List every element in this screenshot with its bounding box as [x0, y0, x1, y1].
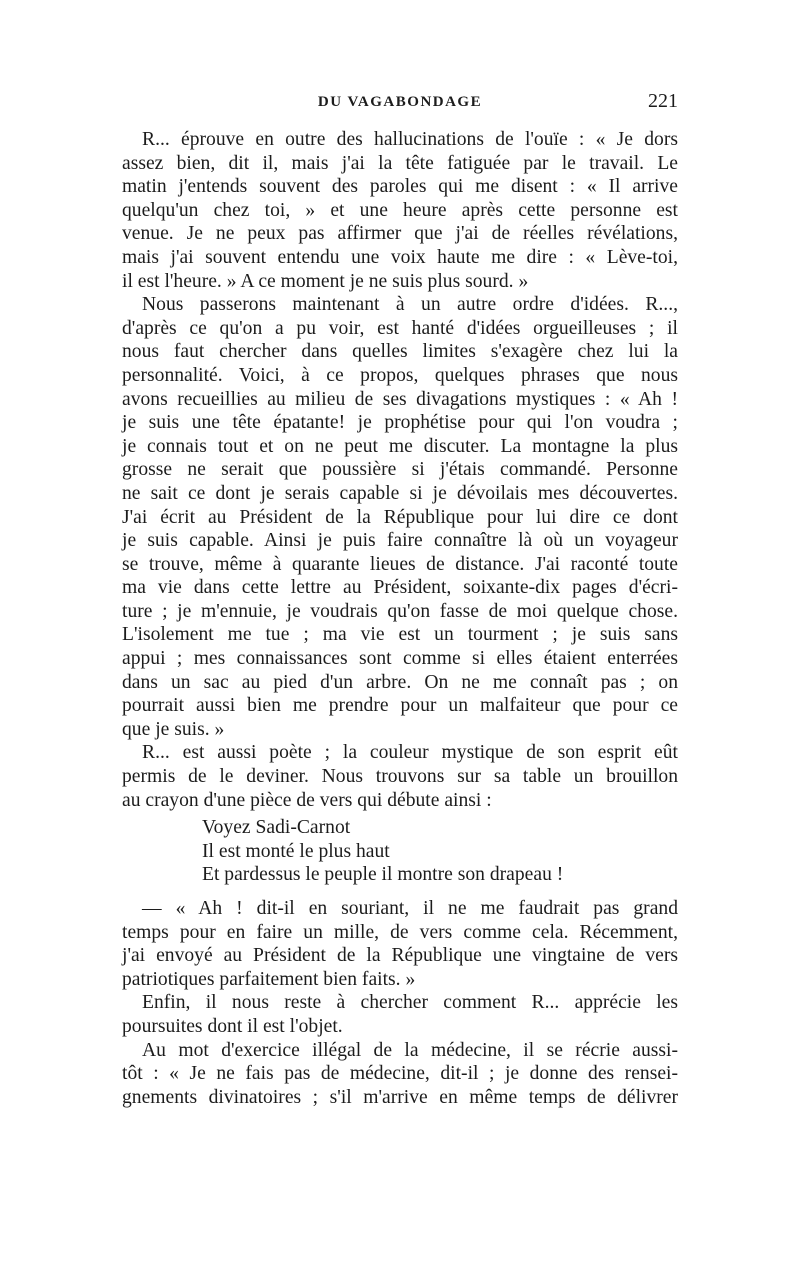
verse-line: Voyez Sadi-Carnot	[202, 817, 351, 839]
text-line: se trouve, même à quarante lieues de distance. J'ai raconté toute	[122, 553, 678, 575]
text-line: R... éprouve en outre des hallucinations de l'ouïe : « Je dors	[142, 129, 678, 150]
text-line: poursuites dont il est l'objet.	[122, 1015, 343, 1037]
text-line: ne sait ce dont je serais capable si je dévoilais mes découvertes.	[122, 482, 678, 504]
text-line: gnements divinatoires ; s'il m'arrive en même temps de délivrer	[122, 1086, 678, 1108]
text-line: je suis une tête épatante! je prophétise pour qui l'on voudra ;	[122, 412, 678, 434]
running-title: DU VAGABONDAGE	[317, 94, 483, 110]
text-line: je suis capable. Ainsi je puis faire connaître là où un voyageur	[122, 530, 678, 552]
page-number: 221	[648, 90, 678, 112]
text-line: dans un sac au pied d'un arbre. On ne me connaît pas ; on	[122, 671, 678, 693]
text-line: pourrait aussi bien me prendre pour un malfaiteur que pour ce	[122, 695, 678, 717]
text-line: personnalité. Voici, à ce propos, quelques phrases que nous	[122, 364, 678, 386]
verse-block	[122, 816, 678, 887]
text-line: patriotiques parfaitement bien faits. »	[122, 968, 416, 990]
text-line: nous faut chercher dans quelles limites s'exagère chez lui la	[122, 341, 678, 363]
text-line: il est l'heure. » A ce moment je ne suis plus sourd. »	[122, 270, 529, 292]
text-line: d'après ce qu'on a pu voir, est hanté d'idées orgueilleuses ; il	[122, 317, 678, 339]
text-line: J'ai écrit au Président de la République pour lui dire ce dont	[122, 506, 678, 528]
page-body	[122, 128, 678, 1109]
verse-line: Il est monté le plus haut	[202, 840, 390, 862]
text-line: que je suis. »	[122, 718, 225, 740]
text-line: appui ; mes connaissances sont comme si elles étaient enterrées	[122, 648, 678, 670]
text-line: quelqu'un chez toi, » et une heure après cette personne est	[122, 199, 678, 221]
text-line: Au mot d'exercice illégal de la médecine, il se récrie aussi-	[142, 1039, 678, 1061]
text-line: — « Ah ! dit-il en souriant, il ne me faudrait pas grand	[142, 898, 678, 919]
text-line: je connais tout et on ne peut me discuter. La montagne la plus	[122, 435, 678, 457]
text-line: L'isolement me tue ; ma vie est un tourment ; je suis sans	[122, 624, 678, 646]
text-line: Enfin, il nous reste à chercher comment R... apprécie les	[142, 992, 678, 1014]
text-line: grosse ne serait que poussière si j'étais commandé. Personne	[122, 459, 678, 481]
text-line: tôt : « Je ne fais pas de médecine, dit-il ; je donne des rensei-	[122, 1063, 678, 1085]
text-line: R... est aussi poète ; la couleur mystique de son esprit eût	[142, 742, 678, 764]
text-line: Nous passerons maintenant à un autre ordre d'idées. R...,	[142, 294, 678, 316]
text-line: permis de le deviner. Nous trouvons sur sa table un brouillon	[122, 766, 678, 788]
text-line: ma vie dans cette lettre au Président, soixante-dix pages d'écri-	[122, 577, 678, 599]
text-line: ture ; je m'ennuie, je voudrais qu'on fasse de moi quelque chose.	[122, 600, 678, 622]
text-line: matin j'entends souvent des paroles qui me disent : « Il arrive	[122, 176, 678, 198]
text-line: j'ai envoyé au Président de la République une vingtaine de vers	[122, 945, 678, 967]
page-header	[122, 90, 678, 120]
text-line: temps pour en faire un mille, de vers comme cela. Récemment,	[122, 921, 678, 943]
text-line: venue. Je ne peux pas affirmer que j'ai de réelles révélations,	[122, 223, 678, 245]
verse-line: Et pardessus le peuple il montre son drapeau !	[202, 864, 564, 886]
text-line: avons recueillies au milieu de ses divagations mystiques : « Ah !	[122, 388, 678, 410]
text-line: mais j'ai souvent entendu une voix haute me dire : « Lève-toi,	[122, 246, 678, 268]
text-line: au crayon d'une pièce de vers qui débute ainsi :	[122, 789, 492, 811]
text-line: assez bien, dit il, mais j'ai la tête fatiguée par le travail. Le	[122, 152, 678, 174]
